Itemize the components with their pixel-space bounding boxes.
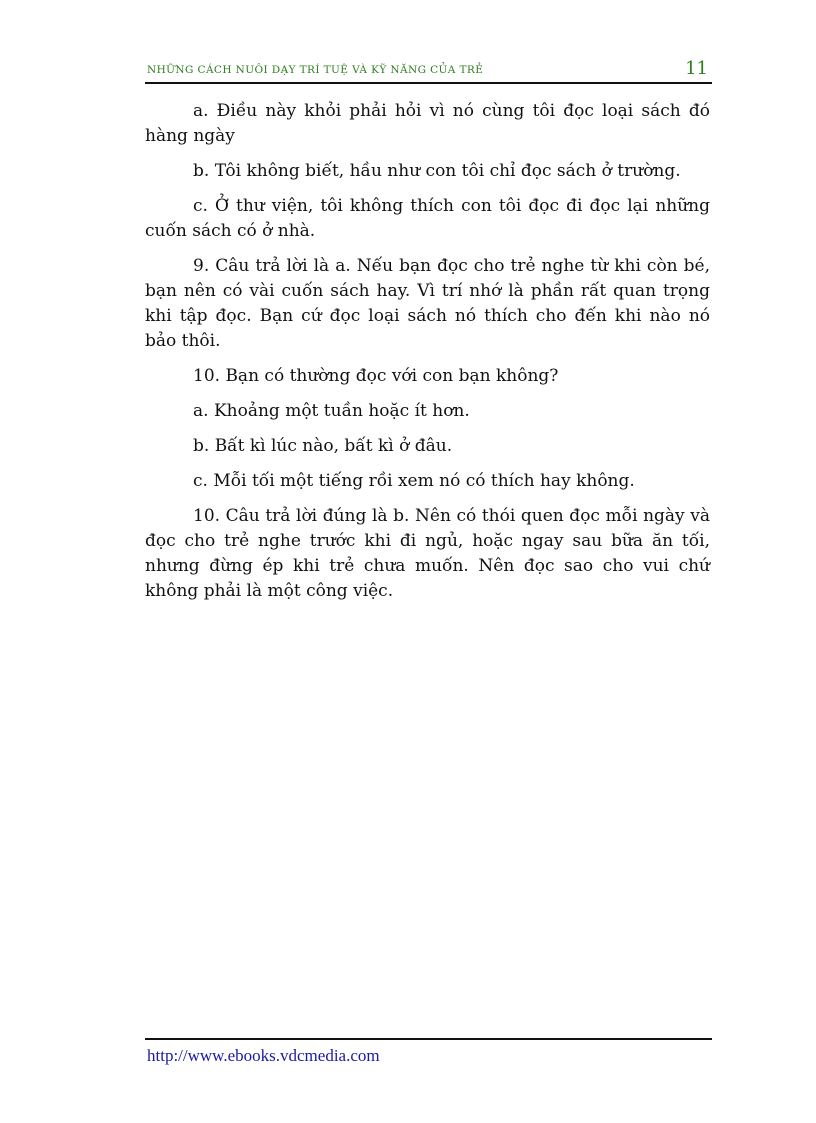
book-title: NHỮNG CÁCH NUÔI DẠY TRÍ TUỆ VÀ KỸ NĂNG CỦA TRẺ	[147, 64, 484, 76]
page-number: 11	[685, 58, 708, 79]
paragraph: a. Điều này khỏi phải hỏi vì nó cùng tôi đọc loại sách đó hàng ngày	[145, 101, 710, 146]
page-header	[145, 58, 712, 84]
page-body	[145, 99, 710, 614]
website-link[interactable]: http://www.ebooks.vdcmedia.com	[147, 1046, 380, 1065]
paragraph: 9. Câu trả lời là a. Nếu bạn đọc cho trẻ nghe từ khi còn bé, bạn nên có vài cuốn sách hay. Vì trí nhớ là phần rất quan trọng khi tập đọc. Bạn cứ đọc loại sách nó thích cho đến khi nào nó bảo thôi.	[145, 256, 710, 351]
page-footer	[145, 1038, 712, 1065]
paragraph: b. Tôi không biết, hầu như con tôi chỉ đọc sách ở trường.	[193, 161, 681, 181]
paragraph: 10. Bạn có thường đọc với con bạn không?	[193, 366, 559, 386]
paragraph: c. Ở thư viện, tôi không thích con tôi đọc đi đọc lại những cuốn sách có ở nhà.	[145, 196, 710, 241]
paragraph: b. Bất kì lúc nào, bất kì ở đâu.	[193, 436, 453, 456]
paragraph: 10. Câu trả lời đúng là b. Nên có thói quen đọc mỗi ngày và đọc cho trẻ nghe trước khi đi ngủ, hoặc ngay sau bữa ăn tối, nhưng đừng ép khi trẻ chưa muốn. Nên đọc sao cho vui chứ không phải là một công việc.	[145, 506, 710, 601]
paragraph: c. Mỗi tối một tiếng rồi xem nó có thích hay không.	[193, 471, 635, 491]
paragraph: a. Khoảng một tuần hoặc ít hơn.	[193, 401, 470, 421]
